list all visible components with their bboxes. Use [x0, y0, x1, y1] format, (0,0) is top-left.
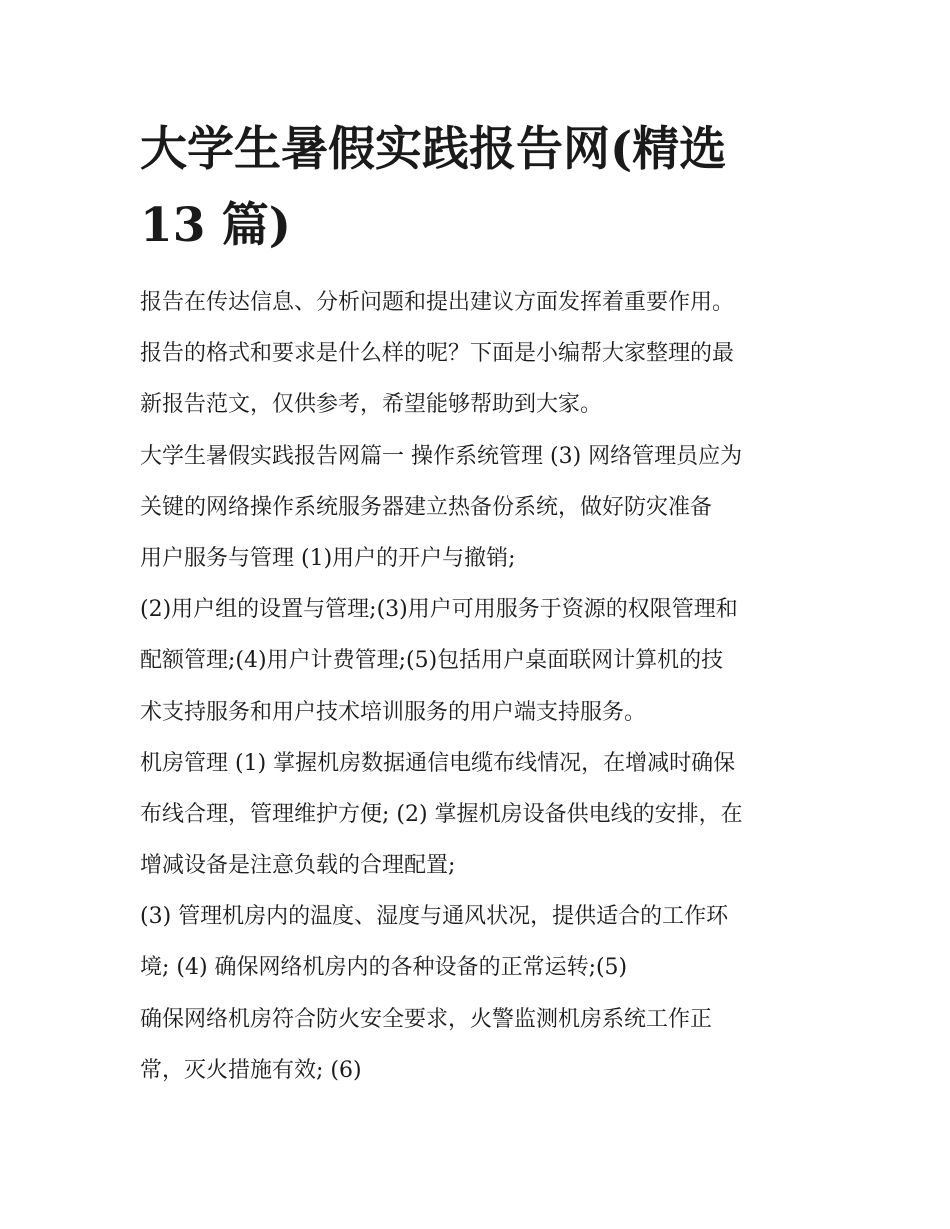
body-line: 新报告范文，仅供参考，希望能够帮助到大家。 — [140, 392, 603, 418]
body-line: 关键的网络操作系统服务器建立热备份系统，做好防灾准备 — [140, 494, 713, 520]
title-line-1: 大学生暑假实践报告网(精选 — [140, 122, 727, 177]
body-line: 布线合理，管理维护方便; (2) 掌握机房设备供电线的安排，在 — [140, 801, 743, 827]
body-line: 机房管理 (1) 掌握机房数据通信电缆布线情况，在增减时确保 — [140, 750, 736, 776]
body-line: 术支持服务和用户技术培训服务的用户端支持服务。 — [140, 699, 647, 725]
body-line: 境; (4) 确保网络机房内的各种设备的正常运转;(5) — [140, 955, 628, 981]
body-line: (2)用户组的设置与管理;(3)用户可用服务于资源的权限管理和 — [140, 597, 738, 623]
body-line: 用户服务与管理 (1)用户的开户与撤销; — [140, 545, 516, 571]
document-body — [140, 277, 820, 1096]
title-line-2: 13 篇) — [140, 198, 292, 253]
body-line: 增减设备是注意负载的合理配置; — [140, 853, 456, 879]
body-line: (3) 管理机房内的温度、湿度与通风状况，提供适合的工作环 — [140, 904, 729, 930]
document-page — [140, 0, 820, 1229]
body-line: 确保网络机房符合防火安全要求，火警监测机房系统工作正 — [140, 1006, 713, 1032]
body-line: 常，灭火措施有效; (6) — [140, 1057, 362, 1083]
document-title — [140, 112, 820, 264]
body-line: 大学生暑假实践报告网篇一 操作系统管理 (3) 网络管理员应为 — [140, 443, 743, 469]
body-line: 配额管理;(4)用户计费管理;(5)包括用户桌面联网计算机的技 — [140, 648, 724, 674]
body-line: 报告在传达信息、分析问题和提出建议方面发挥着重要作用。 — [140, 290, 735, 315]
body-line: 报告的格式和要求是什么样的呢？下面是小编帮大家整理的最 — [140, 341, 735, 367]
